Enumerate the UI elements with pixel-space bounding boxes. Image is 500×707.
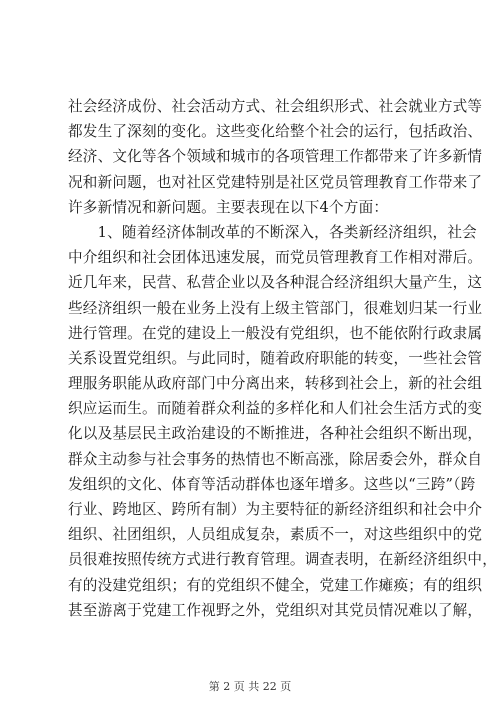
text-line: 况和新问题，也对社区党建特别是社区党员管理教育工作带来了 (68, 173, 483, 191)
text-line: 化以及基层民主政治建设的不断推进，各种社会组织不断出现， (68, 425, 483, 443)
text-line: 近几年来，民营、私营企业以及各种混合经济组织大量产生，这 (68, 274, 483, 292)
text-line: 中介组织和社会团体迅速发展，而党员管理教育工作相对滞后。 (68, 249, 483, 267)
text-line: 进行管理。在党的建设上一般没有党组织，也不能依附行政隶属 (68, 324, 483, 342)
text-line: 甚至游离于党建工作视野之外，党组织对其党员情况难以了解， (68, 601, 483, 619)
text-line: 关系设置党组织。与此同时，随着政府职能的转变，一些社会管 (68, 349, 483, 367)
text-line: 行业、跨地区、跨所有制）为主要特征的新经济组织和社会中介 (68, 501, 483, 518)
body-text (68, 94, 498, 623)
page-number-footer: 第 2 页 共 22 页 (208, 680, 292, 693)
text-line: 些经济组织一般在业务上没有上级主管部门，很难划归某一行业 (68, 299, 483, 317)
text-line: 许多新情况和新问题。主要表现在以下4个方面： (68, 198, 389, 216)
text-line: 织应运而生。而随着群众利益的多样化和人们社会生活方式的变 (68, 400, 483, 418)
text-line: 理服务职能从政府部门中分离出来，转移到社会上，新的社会组 (68, 375, 483, 393)
text-line: 组织、社团组织，人员组成复杂，素质不一，对这些组织中的党 (68, 526, 483, 544)
text-line: 发组织的文化、体育等活动群体也逐年增多。这些以“三跨”（跨 (68, 475, 476, 493)
text-line: 经济、文化等各个领域和城市的各项管理工作都带来了许多新情 (68, 148, 483, 166)
text-line: 都发生了深刻的变化。这些变化给整个社会的运行，包括政治、 (68, 123, 483, 141)
text-line: 有的没建党组织；有的党组织不健全，党建工作瘫痪；有的组织 (68, 576, 483, 594)
text-line: 群众主动参与社会事务的热情也不断高涨，除居委会外，群众自 (68, 450, 483, 468)
text-line: 社会经济成份、社会活动方式、社会组织形式、社会就业方式等 (68, 98, 483, 115)
text-line: 1、随着经济体制改革的不断深入，各类新经济组织，社会 (68, 223, 477, 241)
text-line: 员很难按照传统方式进行教育管理。调查表明，在新经济组织中， (68, 551, 498, 569)
